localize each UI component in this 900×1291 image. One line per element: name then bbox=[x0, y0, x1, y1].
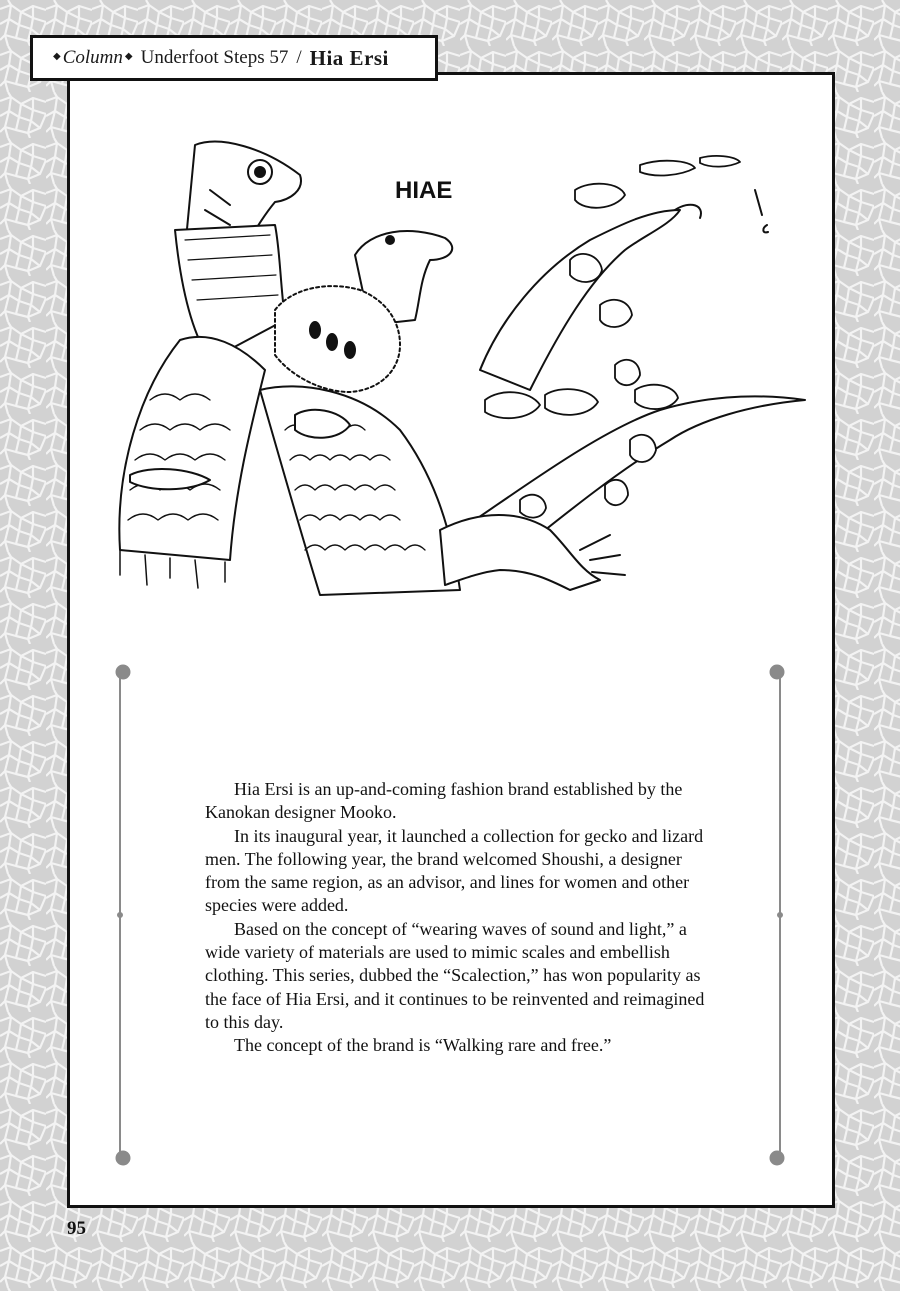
article-paragraph: In its inaugural year, it launched a collection for gecko and lizard men. The following year, the brand welcomed Shoushi, a designer from the same region, as an advisor, and lines for women and other species were added. bbox=[205, 825, 704, 916]
article-paragraph: The concept of the brand is “Walking rare and free.” bbox=[234, 1035, 612, 1056]
brand-title: Hia Ersi bbox=[309, 45, 389, 70]
article-paragraph: Hia Ersi is an up-and-coming fashion brand established by the Kanokan designer Mooko. bbox=[205, 779, 683, 823]
header-separator: / bbox=[296, 47, 302, 68]
series-title: Underfoot Steps 57 bbox=[140, 47, 289, 68]
diamond-icon: ◆ bbox=[124, 50, 133, 62]
illustration-sign: HIAE bbox=[395, 177, 453, 204]
column-label: Column bbox=[62, 47, 123, 68]
diamond-icon: ◆ bbox=[53, 50, 61, 62]
article-body bbox=[205, 778, 705, 1058]
page-number: 95 bbox=[67, 1218, 86, 1239]
fashion-scale-illustration bbox=[100, 130, 810, 610]
article-paragraph: Based on the concept of “wearing waves of sound and light,” a wide variety of materials are used to mimic scales and embellish clothing. This series, dubbed the “Scalection,” has won popularity as the face of Hia Ersi, and it continues to be reinvented and reimagined to this day. bbox=[205, 918, 705, 1032]
column-header bbox=[30, 35, 438, 81]
